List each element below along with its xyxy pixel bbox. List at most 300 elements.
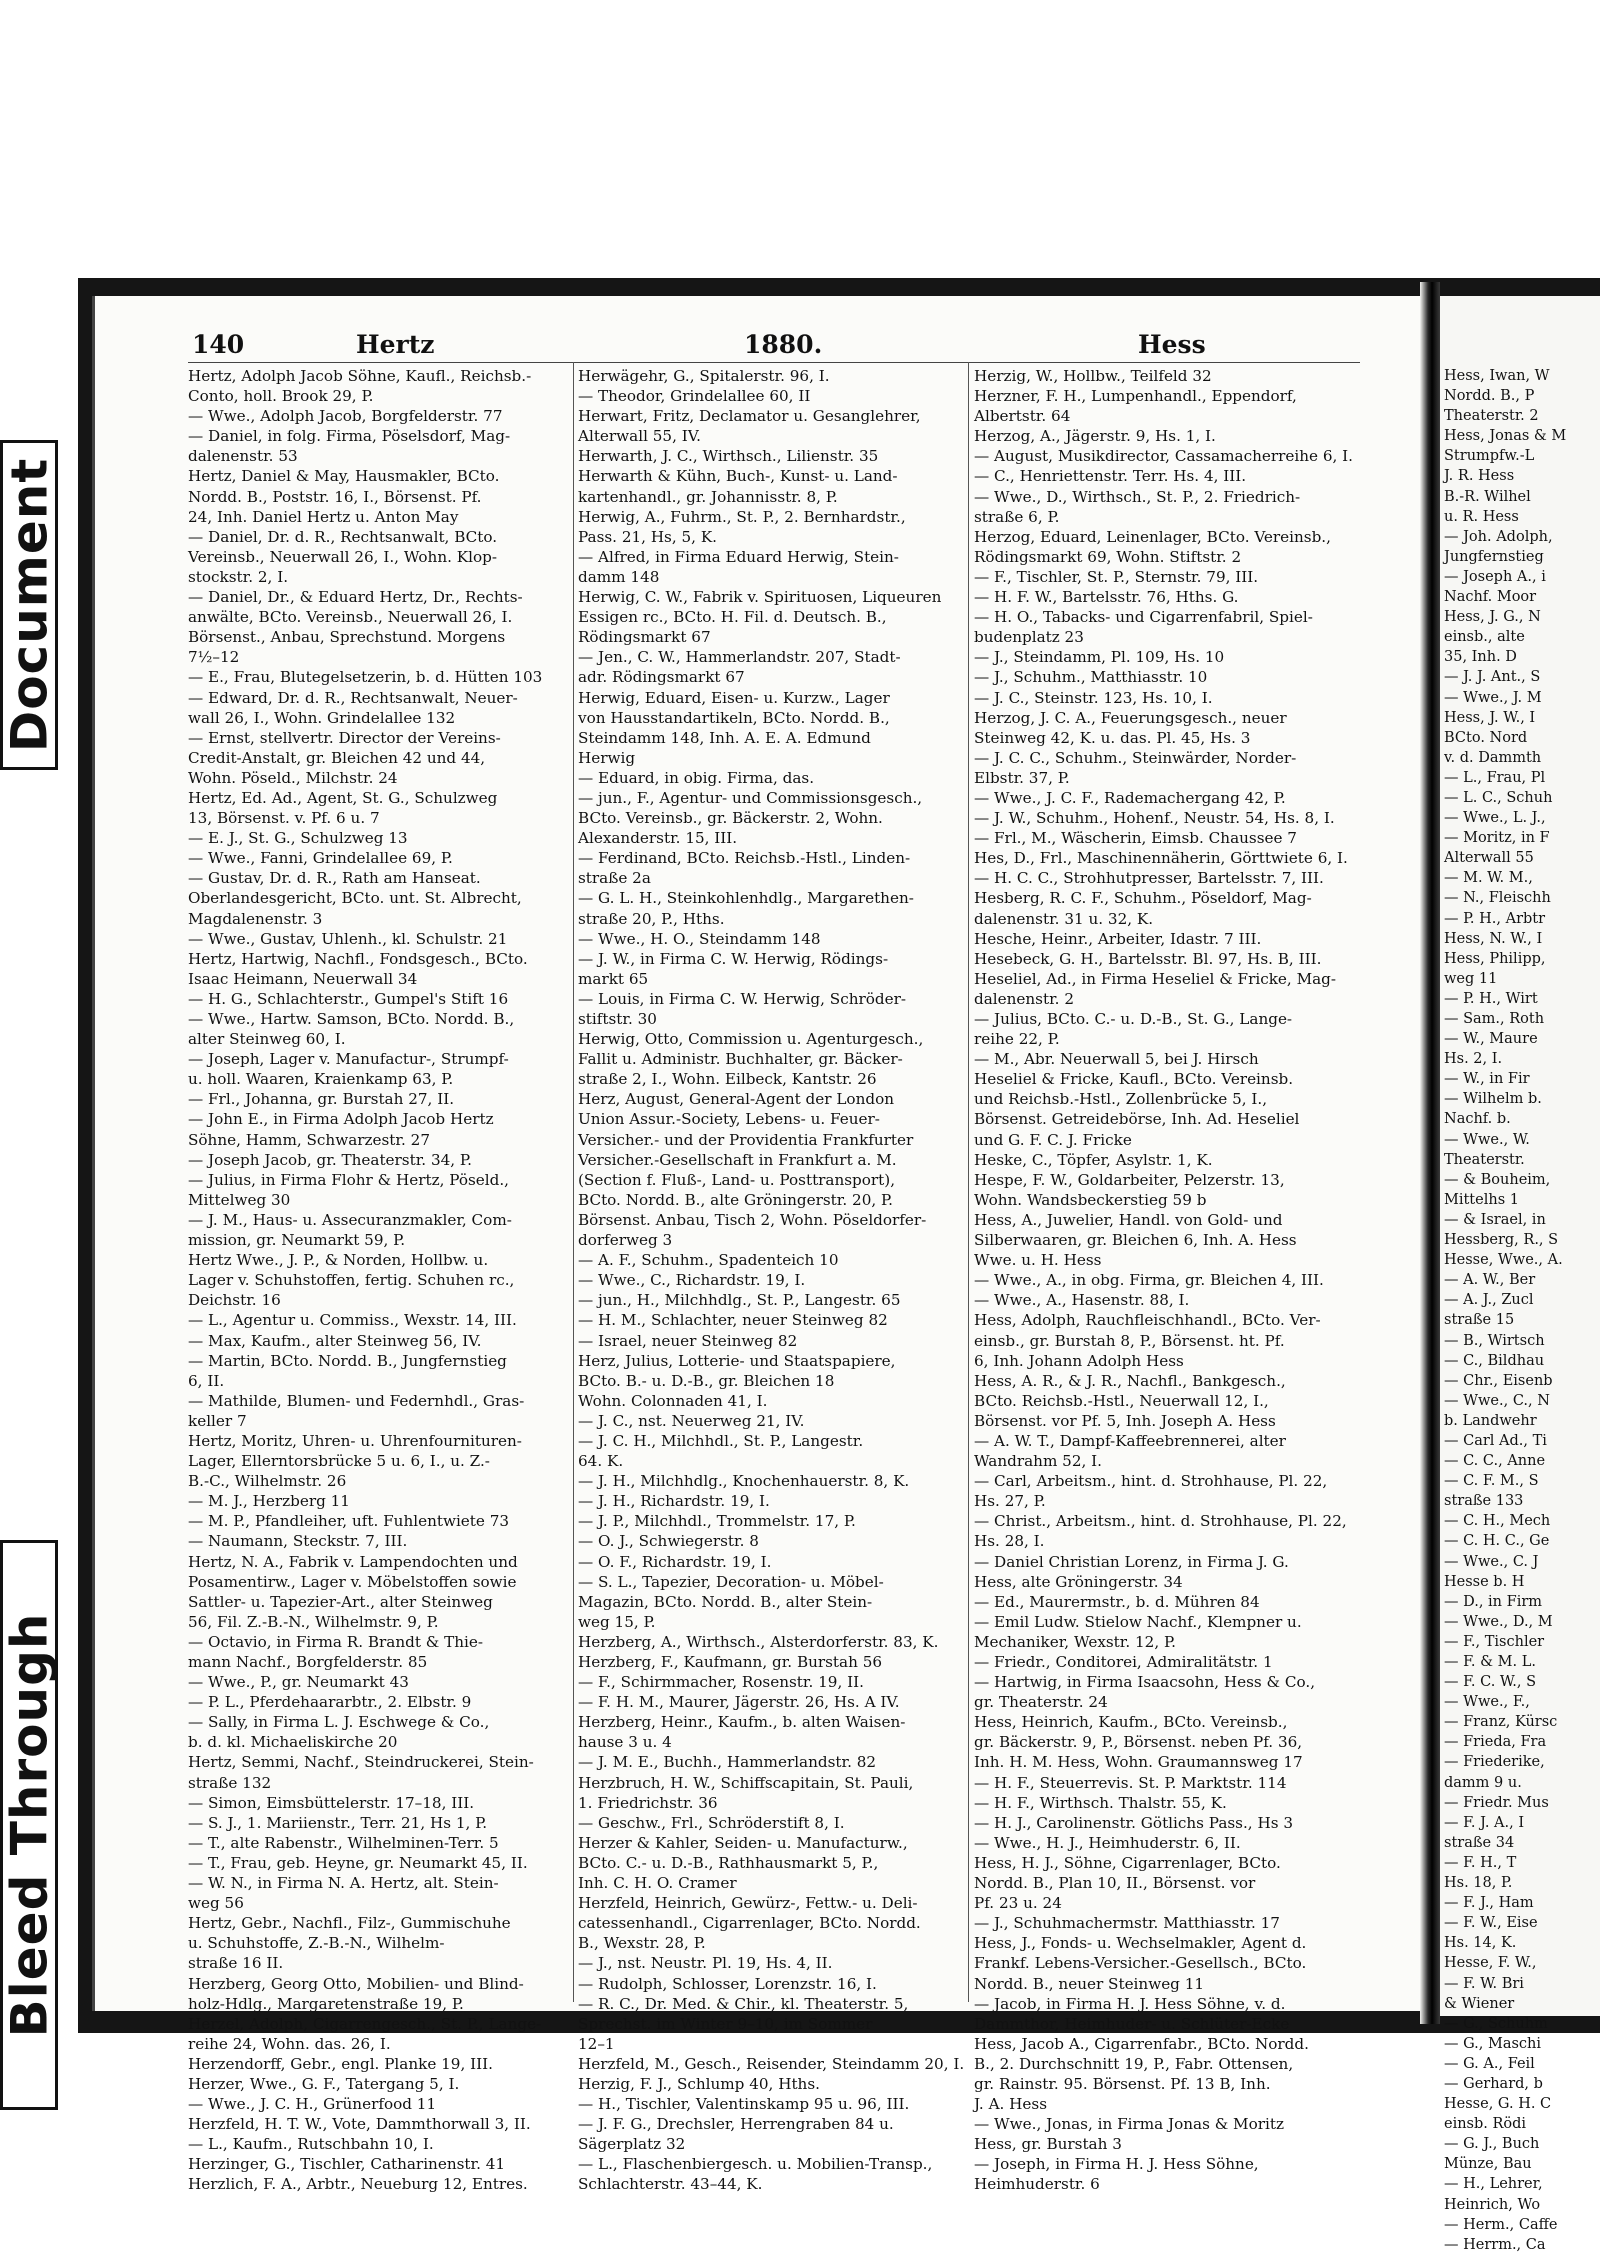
directory-entry-line: straße 6, P. <box>974 507 1060 526</box>
directory-entry-line: — O. F., Richardstr. 19, I. <box>578 1552 772 1571</box>
directory-entry-line: — Joseph, in Firma H. J. Hess Söhne, <box>974 2155 1259 2174</box>
directory-entry-line: und G. F. C. J. Fricke <box>974 1130 1132 1149</box>
directory-entry-line: Herzberg, Georg Otto, Mobilien- und Blind- <box>188 1974 524 1993</box>
directory-entry-line: — Hartwig, in Firma Isaacsohn, Hess & Co., <box>974 1673 1316 1692</box>
directory-entry-line: — Friedr. Mus <box>1444 1794 1549 1811</box>
book-gutter <box>1420 282 1440 2024</box>
directory-entry-line: Herzfeld, M., Gesch., Reisender, Steindamm 20, I. <box>578 2054 965 2073</box>
directory-entry-line: — Wilhelm b. <box>1444 1091 1542 1108</box>
directory-entry-line: Börsenst., Anbau, Sprechstund. Morgens <box>188 628 506 647</box>
directory-entry-line: Herwarth & Kühn, Buch-, Kunst- u. Land- <box>578 467 898 486</box>
directory-entry-line: — F. J., Ham <box>1444 1895 1534 1912</box>
directory-entry-line: Hess, gr. Burstah 3 <box>974 2135 1122 2154</box>
directory-entry-line: straße 2, I., Wohn. Eilbeck, Kantstr. 26 <box>578 1070 877 1089</box>
directory-entry-line: Hess, J. W., I <box>1444 709 1536 726</box>
directory-entry-line: 12–1 <box>578 2034 615 2053</box>
directory-entry-line: — C., Henriettenstr. Terr. Hs. 4, III. <box>974 467 1247 486</box>
directory-entry-line: Isaac Heimann, Neuerwall 34 <box>188 969 418 988</box>
directory-entry-line: — L., Agentur u. Commiss., Wexstr. 14, III. <box>188 1311 517 1330</box>
header-rule <box>188 362 1360 363</box>
directory-entry-line: Herwig, C. W., Fabrik v. Spirituosen, Liqueuren <box>578 588 942 607</box>
directory-column-1 <box>188 366 570 2195</box>
directory-entry-line: Hertz, Ed. Ad., Agent, St. G., Schulzweg <box>188 788 498 807</box>
directory-entry-line: Hertz, Adolph Jacob Söhne, Kaufl., Reichsb.- <box>188 367 532 385</box>
directory-entry-line: Heinrich, Wo <box>1444 2196 1541 2213</box>
directory-entry-line: — Wwe., P., gr. Neumarkt 43 <box>188 1673 409 1692</box>
directory-entry-line: — Ferdinand, BCto. Reichsb.-Hstl., Linden- <box>578 849 911 868</box>
directory-entry-line: dalenenstr. 31 u. 32, K. <box>974 909 1154 928</box>
directory-entry-line: catessenhandl., Cigarrenlager, BCto. Nordd. <box>578 1914 921 1933</box>
directory-entry-line: Herz, August, General-Agent der London <box>578 1090 894 1109</box>
directory-entry-line: — P. L., Pferdehaararbtr., 2. Elbstr. 9 <box>188 1693 472 1712</box>
directory-entry-line: Hesebeck, G. H., Bartelsstr. Bl. 97, Hs. B, III. <box>974 949 1322 968</box>
directory-entry-line: 35, Inh. D <box>1444 649 1517 666</box>
directory-entry-line: Hess, Adolph, Rauchfleischhandl., BCto. Ver- <box>974 1311 1321 1330</box>
directory-entry-line: Wohn. Pöseld., Milchstr. 24 <box>188 768 398 787</box>
directory-entry-line: Heseliel & Fricke, Kaufl., BCto. Vereinsb. <box>974 1070 1294 1089</box>
directory-entry-line: — W., in Fir <box>1444 1071 1530 1088</box>
directory-entry-line: — E. J., St. G., Schulzweg 13 <box>188 829 408 848</box>
directory-entry-line: straße 34 <box>1444 1834 1515 1851</box>
directory-entry-line: gr. Bäckerstr. 9, P., Börsenst. neben Pf. 36, <box>974 1733 1303 1752</box>
directory-entry-line: — Julius, BCto. C.- u. D.-B., St. G., Lange- <box>974 1010 1293 1028</box>
directory-entry-line: mann Nachf., Borgfelderstr. 85 <box>188 1653 428 1671</box>
directory-entry-line: gr. Rainstr. 95. Börsenst. Pf. 13 B, Inh. <box>974 2074 1271 2093</box>
directory-entry-line: einsb. Rödi <box>1444 2116 1527 2133</box>
directory-entry-line: Hespe, F. W., Goldarbeiter, Pelzerstr. 13, <box>974 1170 1285 1189</box>
directory-entry-line: Herwarth, J. C., Wirthsch., Lilienstr. 35 <box>578 447 879 466</box>
directory-entry-line: Hertz, Gebr., Nachfl., Filz-, Gummischuhe <box>188 1914 511 1933</box>
directory-entry-line: — Wwe., H. O., Steindamm 148 <box>578 929 821 948</box>
directory-entry-line: Hs. 28, I. <box>974 1532 1045 1551</box>
directory-entry-line: weg 15, P. <box>578 1612 656 1631</box>
directory-entry-line: Conto, holl. Brook 29, P. <box>188 387 374 406</box>
directory-entry-line: — C. H. C., Ge <box>1444 1533 1550 1550</box>
directory-entry-line: BCto. C.- u. D.-B., Rathhausmarkt 5, P., <box>578 1853 879 1872</box>
directory-entry-line: Hs. 14, K. <box>1444 1935 1517 1952</box>
directory-entry-line: — A. W., Ber <box>1444 1272 1536 1289</box>
directory-entry-line: — Friedr., Conditorei, Admiralitätstr. 1 <box>974 1653 1273 1671</box>
directory-entry-line: Herzlich, F. A., Arbtr., Neueburg 12, Entres. <box>188 2175 528 2194</box>
directory-entry-line: — Wwe., A., in obg. Firma, gr. Bleichen 4, III. <box>974 1271 1324 1290</box>
directory-entry-line: Versicher.-Gesellschaft in Frankfurt a. M. <box>578 1150 897 1169</box>
directory-entry-line: — Ernst, stellvertr. Director der Vereins- <box>188 728 501 747</box>
directory-entry-line: 7½–12 <box>188 648 240 667</box>
directory-entry-line: — J. H., Richardstr. 19, I. <box>578 1492 770 1511</box>
directory-entry-line: Theaterstr. 2 <box>1444 408 1539 425</box>
directory-entry-line: 1. Friedrichstr. 36 <box>578 1793 718 1812</box>
directory-entry-line: B.-C., Wilhelmstr. 26 <box>188 1472 347 1491</box>
directory-entry-line: Pf. 23 u. 24 <box>974 1894 1062 1913</box>
directory-entry-line: — Eduard, in obig. Firma, das. <box>578 768 815 787</box>
directory-entry-line: — Octavio, in Firma R. Brandt & Thie- <box>188 1632 484 1651</box>
directory-entry-line: Herwig, A., Fuhrm., St. P., 2. Bernhardstr., <box>578 507 906 526</box>
directory-entry-line: Hes, D., Frl., Maschinennäherin, Görttwiete 6, I. <box>974 849 1348 868</box>
directory-entry-line: Hess, J., Fonds- u. Wechselmakler, Agent d. <box>974 1934 1307 1953</box>
directory-entry-line: weg 56 <box>188 1894 244 1913</box>
directory-entry-line: — C. C., Anne <box>1444 1453 1546 1470</box>
directory-entry-line: Hertz, Daniel & May, Hausmakler, BCto. <box>188 467 500 486</box>
directory-entry-line: Münze, Bau <box>1444 2156 1532 2173</box>
directory-entry-line: b. Landwehr <box>1444 1412 1537 1429</box>
directory-entry-line: — F. H., T <box>1444 1854 1517 1871</box>
directory-entry-line: — Wwe., J. C. H., Grünerfood 11 <box>188 2095 437 2114</box>
directory-entry-line: — Louis, in Firma C. W. Herwig, Schröder- <box>578 989 907 1008</box>
directory-entry-line: Pass. 21, Hs, 5, K. <box>578 527 718 546</box>
directory-entry-line: alter Steinweg 60, I. <box>188 1030 346 1049</box>
directory-entry-line: straße 133 <box>1444 1493 1524 1510</box>
directory-entry-line: Hs. 2, I. <box>1444 1051 1503 1068</box>
directory-entry-line: — Wwe., D., M <box>1444 1613 1553 1630</box>
directory-entry-line: Hess, Jacob A., Cigarrenfabr., BCto. Nordd. <box>974 2034 1309 2053</box>
directory-entry-line: — Simon, Eimsbüttelerstr. 17–18, III. <box>188 1793 475 1812</box>
directory-entry-line: — E., Frau, Blutegelsetzerin, b. d. Hütten 103 <box>188 668 543 687</box>
directory-entry-line: — J. M. E., Buchh., Hammerlandstr. 82 <box>578 1753 877 1772</box>
directory-entry-line: Heske, C., Töpfer, Asylstr. 1, K. <box>974 1150 1213 1169</box>
directory-entry-line: Alterwall 55 <box>1444 850 1534 867</box>
directory-entry-line: — Wwe., C. J <box>1444 1553 1539 1570</box>
directory-entry-line: — Carl Ad., Ti <box>1444 1432 1547 1449</box>
directory-entry-line: Vereinsb., Neuerwall 26, I., Wohn. Klop- <box>188 547 497 566</box>
directory-entry-line: B., 2. Durchschnitt 19, P., Fabr. Ottensen, <box>974 2054 1294 2073</box>
directory-entry-line: weg 11 <box>1444 970 1498 987</box>
directory-entry-line: — Wwe., J. C. F., Rademachergang 42, P. <box>974 788 1286 807</box>
directory-entry-line: Sprechst. im Winter 9–10, im Sommer <box>578 2014 873 2033</box>
directory-entry-line: — W., Maure <box>1444 1031 1538 1048</box>
directory-entry-line: Hertz Wwe., J. P., & Norden, Hollbw. u. <box>188 1251 489 1270</box>
directory-entry-line: — Wwe., A., Hasenstr. 88, I. <box>974 1291 1190 1310</box>
directory-entry-line: Hertz, N. A., Fabrik v. Lampendochten und <box>188 1552 518 1571</box>
directory-entry-line: — Wwe., F., <box>1444 1694 1530 1711</box>
directory-entry-line: straße 16 II. <box>188 1954 284 1973</box>
directory-entry-line: — A. F., Schuhm., Spadenteich 10 <box>578 1251 839 1270</box>
document-tab-label: Document <box>0 457 59 753</box>
directory-entry-line: 64. K. <box>578 1452 624 1471</box>
directory-entry-line: — Joseph, Lager v. Manufactur-, Strumpf- <box>188 1050 509 1069</box>
directory-entry-line: — J. M., Haus- u. Assecuranzmakler, Com- <box>188 1210 512 1229</box>
directory-entry-line: — P. H., Wirt <box>1444 990 1538 1007</box>
directory-entry-line: Posamentirw., Lager v. Möbelstoffen sowie <box>188 1572 517 1591</box>
directory-entry-line: — M. P., Pfandleiher, uft. Fuhlentwiete 73 <box>188 1512 510 1531</box>
directory-entry-line: budenplatz 23 <box>974 628 1084 647</box>
bleed-through-tab-label: Bleed Through <box>0 1612 58 2038</box>
directory-entry-line: Elbstr. 37, P. <box>974 768 1070 787</box>
directory-entry-line: — T., Frau, geb. Heyne, gr. Neumarkt 45, II. <box>188 1853 528 1872</box>
directory-entry-line: — F. J. A., I <box>1444 1814 1525 1831</box>
directory-entry-line: — T., alte Rabenstr., Wilhelminen-Terr. 5 <box>188 1833 499 1852</box>
directory-entry-line: Hess, J. G., N <box>1444 609 1541 626</box>
directory-entry-line: und Reichsb.-Hstl., Zollenbrücke 5, I., <box>974 1090 1268 1109</box>
directory-entry-line: wall 26, I., Wohn. Grindelallee 132 <box>188 708 456 727</box>
directory-entry-line: Herwig <box>578 748 636 767</box>
directory-entry-line: Wandrahm 52, I. <box>974 1452 1102 1471</box>
directory-entry-line: — Wwe., Adolph Jacob, Borgfelderstr. 77 <box>188 407 503 426</box>
directory-entry-line: — Wwe., J. M <box>1444 689 1542 706</box>
directory-entry-line: — H., Tischler, Valentinskamp 95 u. 96, III. <box>578 2095 910 2114</box>
directory-entry-line: BCto. Reichsb.-Hstl., Neuerwall 12, I., <box>974 1391 1269 1410</box>
directory-entry-line: — August, Musikdirector, Cassamacherreihe 6, I. <box>974 447 1353 466</box>
directory-entry-line: — A. W. T., Dampf-Kaffeebrennerei, alter <box>974 1431 1286 1450</box>
directory-entry-line: damm 9 u. <box>1444 1774 1522 1791</box>
directory-entry-line: einsb., alte <box>1444 629 1525 646</box>
directory-entry-line: — G., Maschi <box>1444 2035 1542 2052</box>
directory-entry-line: Albertstr. 64 <box>974 407 1071 426</box>
directory-entry-line: — Alfred, in Firma Eduard Herwig, Stein- <box>578 547 899 566</box>
directory-entry-line: — J. H., Milchhdlg., Knochenhauerstr. 8, K. <box>578 1472 910 1491</box>
directory-entry-line: Sägerplatz 32 <box>578 2135 686 2154</box>
directory-entry-line: — Edward, Dr. d. R., Rechtsanwalt, Neuer- <box>188 688 518 707</box>
directory-entry-line: Hesse b. H <box>1444 1573 1525 1590</box>
directory-entry-line: Heseliel, Ad., in Firma Heseliel & Fricke, Mag- <box>974 969 1337 988</box>
directory-entry-line: Magdalenenstr. 3 <box>188 909 323 928</box>
directory-entry-line: Mittelweg 30 <box>188 1190 291 1209</box>
directory-entry-line: Jungfernstieg <box>1444 548 1544 565</box>
directory-entry-line: holz-Hdlg., Margaretenstraße 19, P. <box>188 1994 464 2013</box>
directory-entry-line: Hess, Heinrich, Kaufm., BCto. Vereinsb., <box>974 1713 1288 1732</box>
directory-entry-line: Dammthor, Heimhuder- u. Schlüter-Ecke <box>974 2014 1290 2033</box>
facing-page-column <box>1444 366 1598 2255</box>
directory-entry-line: — L. C., Schuh <box>1444 789 1553 806</box>
page-number: 140 <box>192 330 245 359</box>
directory-entry-line: u. Schuhstoffe, Z.-B.-N., Wilhelm- <box>188 1934 445 1953</box>
directory-entry-line: — Franz, Kürsc <box>1444 1714 1558 1731</box>
directory-entry-line: — Wwe., Gustav, Uhlenh., kl. Schulstr. 21 <box>188 929 508 948</box>
directory-entry-line: Alexanderstr. 15, III. <box>578 829 738 848</box>
directory-entry-line: — F., Tischler <box>1444 1633 1545 1650</box>
directory-entry-line: Steinweg 42, K. u. das. Pl. 45, Hs. 3 <box>974 728 1251 747</box>
directory-entry-line: — H. F., Steuerrevis. St. P. Marktstr. 114 <box>974 1773 1287 1792</box>
directory-entry-line: Hess, H. J., Söhne, Cigarrenlager, BCto. <box>974 1853 1281 1872</box>
directory-entry-line: — Gustav, Dr. d. R., Rath am Hanseat. <box>188 869 481 888</box>
directory-entry-line: — Wwe., L. J., <box>1444 810 1546 827</box>
directory-entry-line: Hess, A., Juwelier, Handl. von Gold- und <box>974 1210 1283 1229</box>
directory-entry-line: — F., Tischler, St. P., Sternstr. 79, III. <box>974 567 1259 586</box>
directory-entry-line: Hess, Philipp, <box>1444 950 1546 967</box>
directory-entry-line: u. holl. Waaren, Kraienkamp 63, P. <box>188 1070 454 1089</box>
directory-entry-line: markt 65 <box>578 969 649 988</box>
directory-entry-line: Mittelhs 1 <box>1444 1191 1519 1208</box>
directory-entry-line: — J. C. C., Schuhm., Steinwärder, Norder- <box>974 748 1297 767</box>
directory-entry-line: straße 132 <box>188 1773 272 1792</box>
directory-entry-line: — Wwe., W. <box>1444 1131 1530 1148</box>
directory-entry-line: — Frl., Johanna, gr. Burstah 27, II. <box>188 1090 455 1109</box>
directory-entry-line: Frankf. Lebens-Versicher.-Gesellsch., BCto. <box>974 1954 1307 1973</box>
directory-entry-line: Nachf. b. <box>1444 1111 1511 1128</box>
directory-entry-line: BCto. Nordd. B., alte Gröningerstr. 20, P. <box>578 1190 893 1209</box>
directory-entry-line: Herzfeld, H. T. W., Vote, Dammthorwall 3, II. <box>188 2115 531 2134</box>
directory-entry-line: — Geschw., Frl., Schröderstift 8, I. <box>578 1813 845 1832</box>
directory-entry-line: Herzog, J. C. A., Feuerungsgesch., neuer <box>974 708 1287 727</box>
directory-entry-line: — J. P., Milchhdl., Trommelstr. 17, P. <box>578 1512 856 1531</box>
directory-entry-line: — Carl, Arbeitsm., hint. d. Strohhause, Pl. 22, <box>974 1472 1328 1491</box>
directory-entry-line: — Wwe., Fanni, Grindelallee 69, P. <box>188 849 453 868</box>
directory-entry-line: Strumpfw.-L <box>1444 448 1535 465</box>
directory-entry-line: Hess, N. W., I <box>1444 930 1543 947</box>
directory-entry-line: Hs. 27, P. <box>974 1492 1046 1511</box>
directory-entry-line: — Moritz, in F <box>1444 830 1550 847</box>
directory-entry-line: — Daniel, in folg. Firma, Pöselsdorf, Mag- <box>188 427 511 446</box>
directory-entry-line: — F. W., Eise <box>1444 1915 1538 1932</box>
directory-entry-line: (Section f. Fluß-, Land- u. Posttransport), <box>578 1170 896 1189</box>
directory-entry-line: — Julius, in Firma Flohr & Hertz, Pöseld., <box>188 1170 510 1189</box>
directory-entry-line: — D., in Firm <box>1444 1593 1543 1610</box>
directory-entry-line: Herzfeld, Heinrich, Gewürz-, Fettw.- u. Deli- <box>578 1894 918 1913</box>
directory-entry-line: Herzig, F. J., Schlump 40, Hths. <box>578 2074 820 2093</box>
directory-entry-line: reihe 24, Wohn. das. 26, I. <box>188 2034 391 2053</box>
directory-entry-line: Hess, alte Gröningerstr. 34 <box>974 1572 1183 1591</box>
directory-entry-line: — Herrm., Ca <box>1444 2236 1546 2253</box>
directory-entry-line: Lager, Ellerntorsbrücke 5 u. 6, I., u. Z.- <box>188 1452 490 1471</box>
directory-entry-line: Börsenst. Getreidebörse, Inh. Ad. Heseliel <box>974 1110 1300 1129</box>
directory-entry-line: dorferweg 3 <box>578 1231 673 1250</box>
directory-entry-line: Inh. H. M. Hess, Wohn. Graumannsweg 17 <box>974 1753 1303 1772</box>
directory-entry-line: Hesche, Heinr., Arbeiter, Idastr. 7 III. <box>974 929 1262 948</box>
directory-entry-line: — Mathilde, Blumen- und Federnhdl., Gras- <box>188 1391 525 1410</box>
directory-entry-line: — Daniel Christian Lorenz, in Firma J. G. <box>974 1552 1289 1571</box>
directory-entry-line: adr. Rödingsmarkt 67 <box>578 668 745 687</box>
directory-entry-line: Mechaniker, Wexstr. 12, P. <box>974 1632 1176 1651</box>
directory-entry-line: Herzbruch, H. W., Schiffscapitain, St. Pauli, <box>578 1773 914 1792</box>
directory-entry-line: BCto. Vereinsb., gr. Bäckerstr. 2, Wohn. <box>578 809 883 828</box>
directory-entry-line: 24, Inh. Daniel Hertz u. Anton May <box>188 507 459 526</box>
directory-entry-line: — F. & M. L. <box>1444 1654 1536 1670</box>
directory-entry-line: — H. F., Wirthsch. Thalstr. 55, K. <box>974 1793 1227 1812</box>
directory-entry-line: — H., Lehrer, <box>1444 2176 1543 2193</box>
directory-entry-line: Herwart, Fritz, Declamator u. Gesanglehrer, <box>578 407 921 426</box>
directory-entry-line: hause 3 u. 4 <box>578 1733 672 1752</box>
directory-entry-line: Sattler- u. Tapezier-Art., alter Steinweg <box>188 1592 493 1611</box>
directory-entry-line: — Martin, BCto. Nordd. B., Jungfernstieg <box>188 1351 507 1370</box>
directory-entry-line: — Emil Ludw. Stielow Nachf., Klempner u. <box>974 1612 1302 1631</box>
directory-entry-line: Herzberg, F., Kaufmann, gr. Burstah 56 <box>578 1653 883 1671</box>
directory-entry-line: Herwig, Eduard, Eisen- u. Kurzw., Lager <box>578 688 890 707</box>
directory-entry-line: — Christ., Arbeitsm., hint. d. Strohhause, Pl. 22, <box>974 1512 1347 1531</box>
directory-entry-line: Nordd. B., P <box>1444 388 1535 405</box>
directory-entry-line: Herzner, F. H., Lumpenhandl., Eppendorf, <box>974 387 1297 406</box>
directory-entry-line: — M., Abr. Neuerwall 5, bei J. Hirsch <box>974 1050 1259 1069</box>
directory-entry-line: — J. C., Steinstr. 123, Hs. 10, I. <box>974 688 1213 707</box>
directory-entry-line: — M. W. M., <box>1444 870 1533 887</box>
directory-entry-line: — Ed., Maurermstr., b. d. Mühren 84 <box>974 1592 1260 1611</box>
directory-entry-line: von Hausstandartikeln, BCto. Nordd. B., <box>578 708 890 727</box>
directory-entry-line: Hertz, Semmi, Nachf., Steindruckerei, Stein- <box>188 1753 534 1772</box>
directory-entry-line: Börsenst. Anbau, Tisch 2, Wohn. Pöseldorfer- <box>578 1210 927 1229</box>
directory-entry-line: — A. J., Zucl <box>1444 1292 1534 1309</box>
directory-entry-line: Silberwaaren, gr. Bleichen 6, Inh. A. Hess <box>974 1231 1297 1250</box>
directory-entry-line: BCto. Nord <box>1444 729 1528 746</box>
directory-entry-line: — B., Wirtsch <box>1444 1332 1545 1349</box>
directory-entry-line: Hesse, F. W., <box>1444 1955 1537 1972</box>
directory-entry-line: — F., Schirmmacher, Rosenstr. 19, II. <box>578 1673 864 1692</box>
directory-entry-line: — Wwe., C., Richardstr. 19, I. <box>578 1271 806 1290</box>
directory-entry-line: Hs. 18, P. <box>1444 1875 1513 1892</box>
directory-entry-line: reihe 22, P. <box>974 1030 1060 1049</box>
directory-entry-line: straße 2a <box>578 869 651 888</box>
directory-entry-line: — R. C., Dr. Med. & Chir., kl. Theaterstr. 5, <box>578 1994 909 2013</box>
directory-entry-line: — Wwe., Jonas, in Firma Jonas & Moritz <box>974 2115 1284 2134</box>
directory-entry-line: — Joseph A., i <box>1444 568 1546 585</box>
directory-entry-line: Inh. C. H. O. Cramer <box>578 1874 737 1893</box>
directory-entry-line: — F. C. W., S <box>1444 1674 1537 1691</box>
running-head-year: 1880. <box>744 330 823 359</box>
directory-entry-line: B.-R. Wilhel <box>1444 488 1531 505</box>
directory-entry-line: Hess, Jonas & M <box>1444 428 1567 445</box>
directory-entry-line: Nachf. Moor <box>1444 589 1537 606</box>
directory-entry-line: Nordd. B., neuer Steinweg 11 <box>974 1974 1205 1993</box>
directory-entry-line: — Sam., Roth <box>1444 1011 1545 1027</box>
directory-entry-line: keller 7 <box>188 1411 247 1430</box>
directory-entry-line: — H. F. W., Bartelsstr. 76, Hths. G. <box>974 588 1239 607</box>
directory-entry-line: v. d. Dammth <box>1444 749 1542 766</box>
directory-entry-line: — jun., F., Agentur- und Commissionsgesch., <box>578 788 923 807</box>
directory-entry-line: Lager v. Schuhstoffen, fertig. Schuhen rc., <box>188 1271 515 1290</box>
directory-entry-line: Hertz, Hartwig, Nachfl., Fondsgesch., BCto. <box>188 949 528 968</box>
directory-entry-line: & Wiener <box>1444 1995 1515 2012</box>
directory-entry-line: — Jacob, in Firma H. J. Hess Söhne, v. d. <box>974 1994 1286 2013</box>
directory-entry-line: anwälte, BCto. Vereinsb., Neuerwall 26, I. <box>188 608 513 627</box>
directory-entry-line: Hertz, Moritz, Uhren- u. Uhrenfournituren- <box>188 1431 522 1450</box>
directory-entry-line: — Daniel, Dr., & Eduard Hertz, Dr., Rechts- <box>188 588 523 607</box>
directory-entry-line: — jun., H., Milchhdlg., St. P., Langestr. 65 <box>578 1291 901 1310</box>
document-side-tab <box>0 440 58 770</box>
directory-entry-line: straße 20, P., Hths. <box>578 909 725 928</box>
directory-entry-line: — Wwe., H. J., Heimhuderstr. 6, II. <box>974 1833 1241 1852</box>
directory-entry-line: — & Bouheim, <box>1444 1171 1551 1188</box>
directory-entry-line: — G., Schuhm <box>1444 2015 1548 2032</box>
directory-entry-line: Hesse, G. H. C <box>1444 2096 1552 2113</box>
directory-entry-line: dalenenstr. 53 <box>188 447 298 466</box>
directory-entry-line: Steindamm 148, Inh. A. E. A. Edmund <box>578 728 871 747</box>
directory-entry-line: gr. Theaterstr. 24 <box>974 1693 1108 1712</box>
directory-entry-line: — John E., in Firma Adolph Jacob Hertz <box>188 1110 494 1129</box>
directory-entry-line: — P. H., Arbtr <box>1444 910 1546 927</box>
running-head-right: Hess <box>1138 330 1206 359</box>
directory-entry-line: — Jen., C. W., Hammerlandstr. 207, Stadt- <box>578 648 901 667</box>
directory-entry-line: — H. J., Carolinenstr. Götlichs Pass., Hs 3 <box>974 1813 1293 1832</box>
facing-page-edge <box>1440 296 1600 2253</box>
directory-entry-line: Essigen rc., BCto. H. Fil. d. Deutsch. B., <box>578 608 887 627</box>
directory-entry-line: — Naumann, Steckstr. 7, III. <box>188 1532 408 1551</box>
directory-entry-line: — Wwe., C., N <box>1444 1392 1550 1409</box>
directory-entry-line: — L., Kaufm., Rutschbahn 10, I. <box>188 2135 434 2154</box>
directory-entry-line: — J., Steindamm, Pl. 109, Hs. 10 <box>974 648 1225 667</box>
directory-entry-line: — Israel, neuer Steinweg 82 <box>578 1331 798 1350</box>
directory-entry-line: Hesse, Wwe., A. <box>1444 1252 1563 1269</box>
directory-entry-line: dalenenstr. 2 <box>974 989 1074 1008</box>
directory-entry-line: 6, Inh. Johann Adolph Hess <box>974 1351 1184 1370</box>
directory-column-2 <box>578 366 964 2195</box>
directory-entry-line: — Herm., Caffe <box>1444 2216 1558 2233</box>
bleed-through-side-tab <box>0 1540 58 2110</box>
directory-entry-line: — L., Flaschenbiergesch. u. Mobilien-Transp., <box>578 2155 933 2174</box>
directory-entry-line: 13, Börsenst. v. Pf. 6 u. 7 <box>188 809 380 828</box>
directory-entry-line: — Joseph Jacob, gr. Theaterstr. 34, P. <box>188 1150 472 1169</box>
directory-entry-line: — Max, Kaufm., alter Steinweg 56, IV. <box>188 1331 482 1350</box>
directory-entry-line: — Theodor, Grindelallee 60, II <box>578 387 811 406</box>
directory-entry-line: Hess, Iwan, W <box>1444 368 1550 384</box>
directory-entry-line: — Joh. Adolph, <box>1444 528 1553 545</box>
directory-entry-line: B., Wexstr. 28, P. <box>578 1934 706 1953</box>
directory-entry-line: Herz, Julius, Lotterie- und Staatspapiere, <box>578 1351 896 1370</box>
directory-entry-line: — Wwe., D., Wirthsch., St. P., 2. Friedrich- <box>974 487 1301 506</box>
directory-entry-line: Herzog, A., Jägerstr. 9, Hs. 1, I. <box>974 427 1216 446</box>
directory-entry-line: — J. F. G., Drechsler, Herrengraben 84 u. <box>578 2115 894 2134</box>
directory-entry-line: — J. W., Schuhm., Hohenf., Neustr. 54, Hs. 8, I. <box>974 809 1335 828</box>
directory-entry-line: Herzberg, Heinr., Kaufm., b. alten Waisen- <box>578 1713 906 1732</box>
directory-entry-line: — Daniel, Dr. d. R., Rechtsanwalt, BCto. <box>188 527 498 546</box>
directory-entry-line: Herzig, W., Hollbw., Teilfeld 32 <box>974 367 1212 385</box>
directory-entry-line: — Frl., M., Wäscherin, Eimsb. Chaussee 7 <box>974 829 1297 848</box>
